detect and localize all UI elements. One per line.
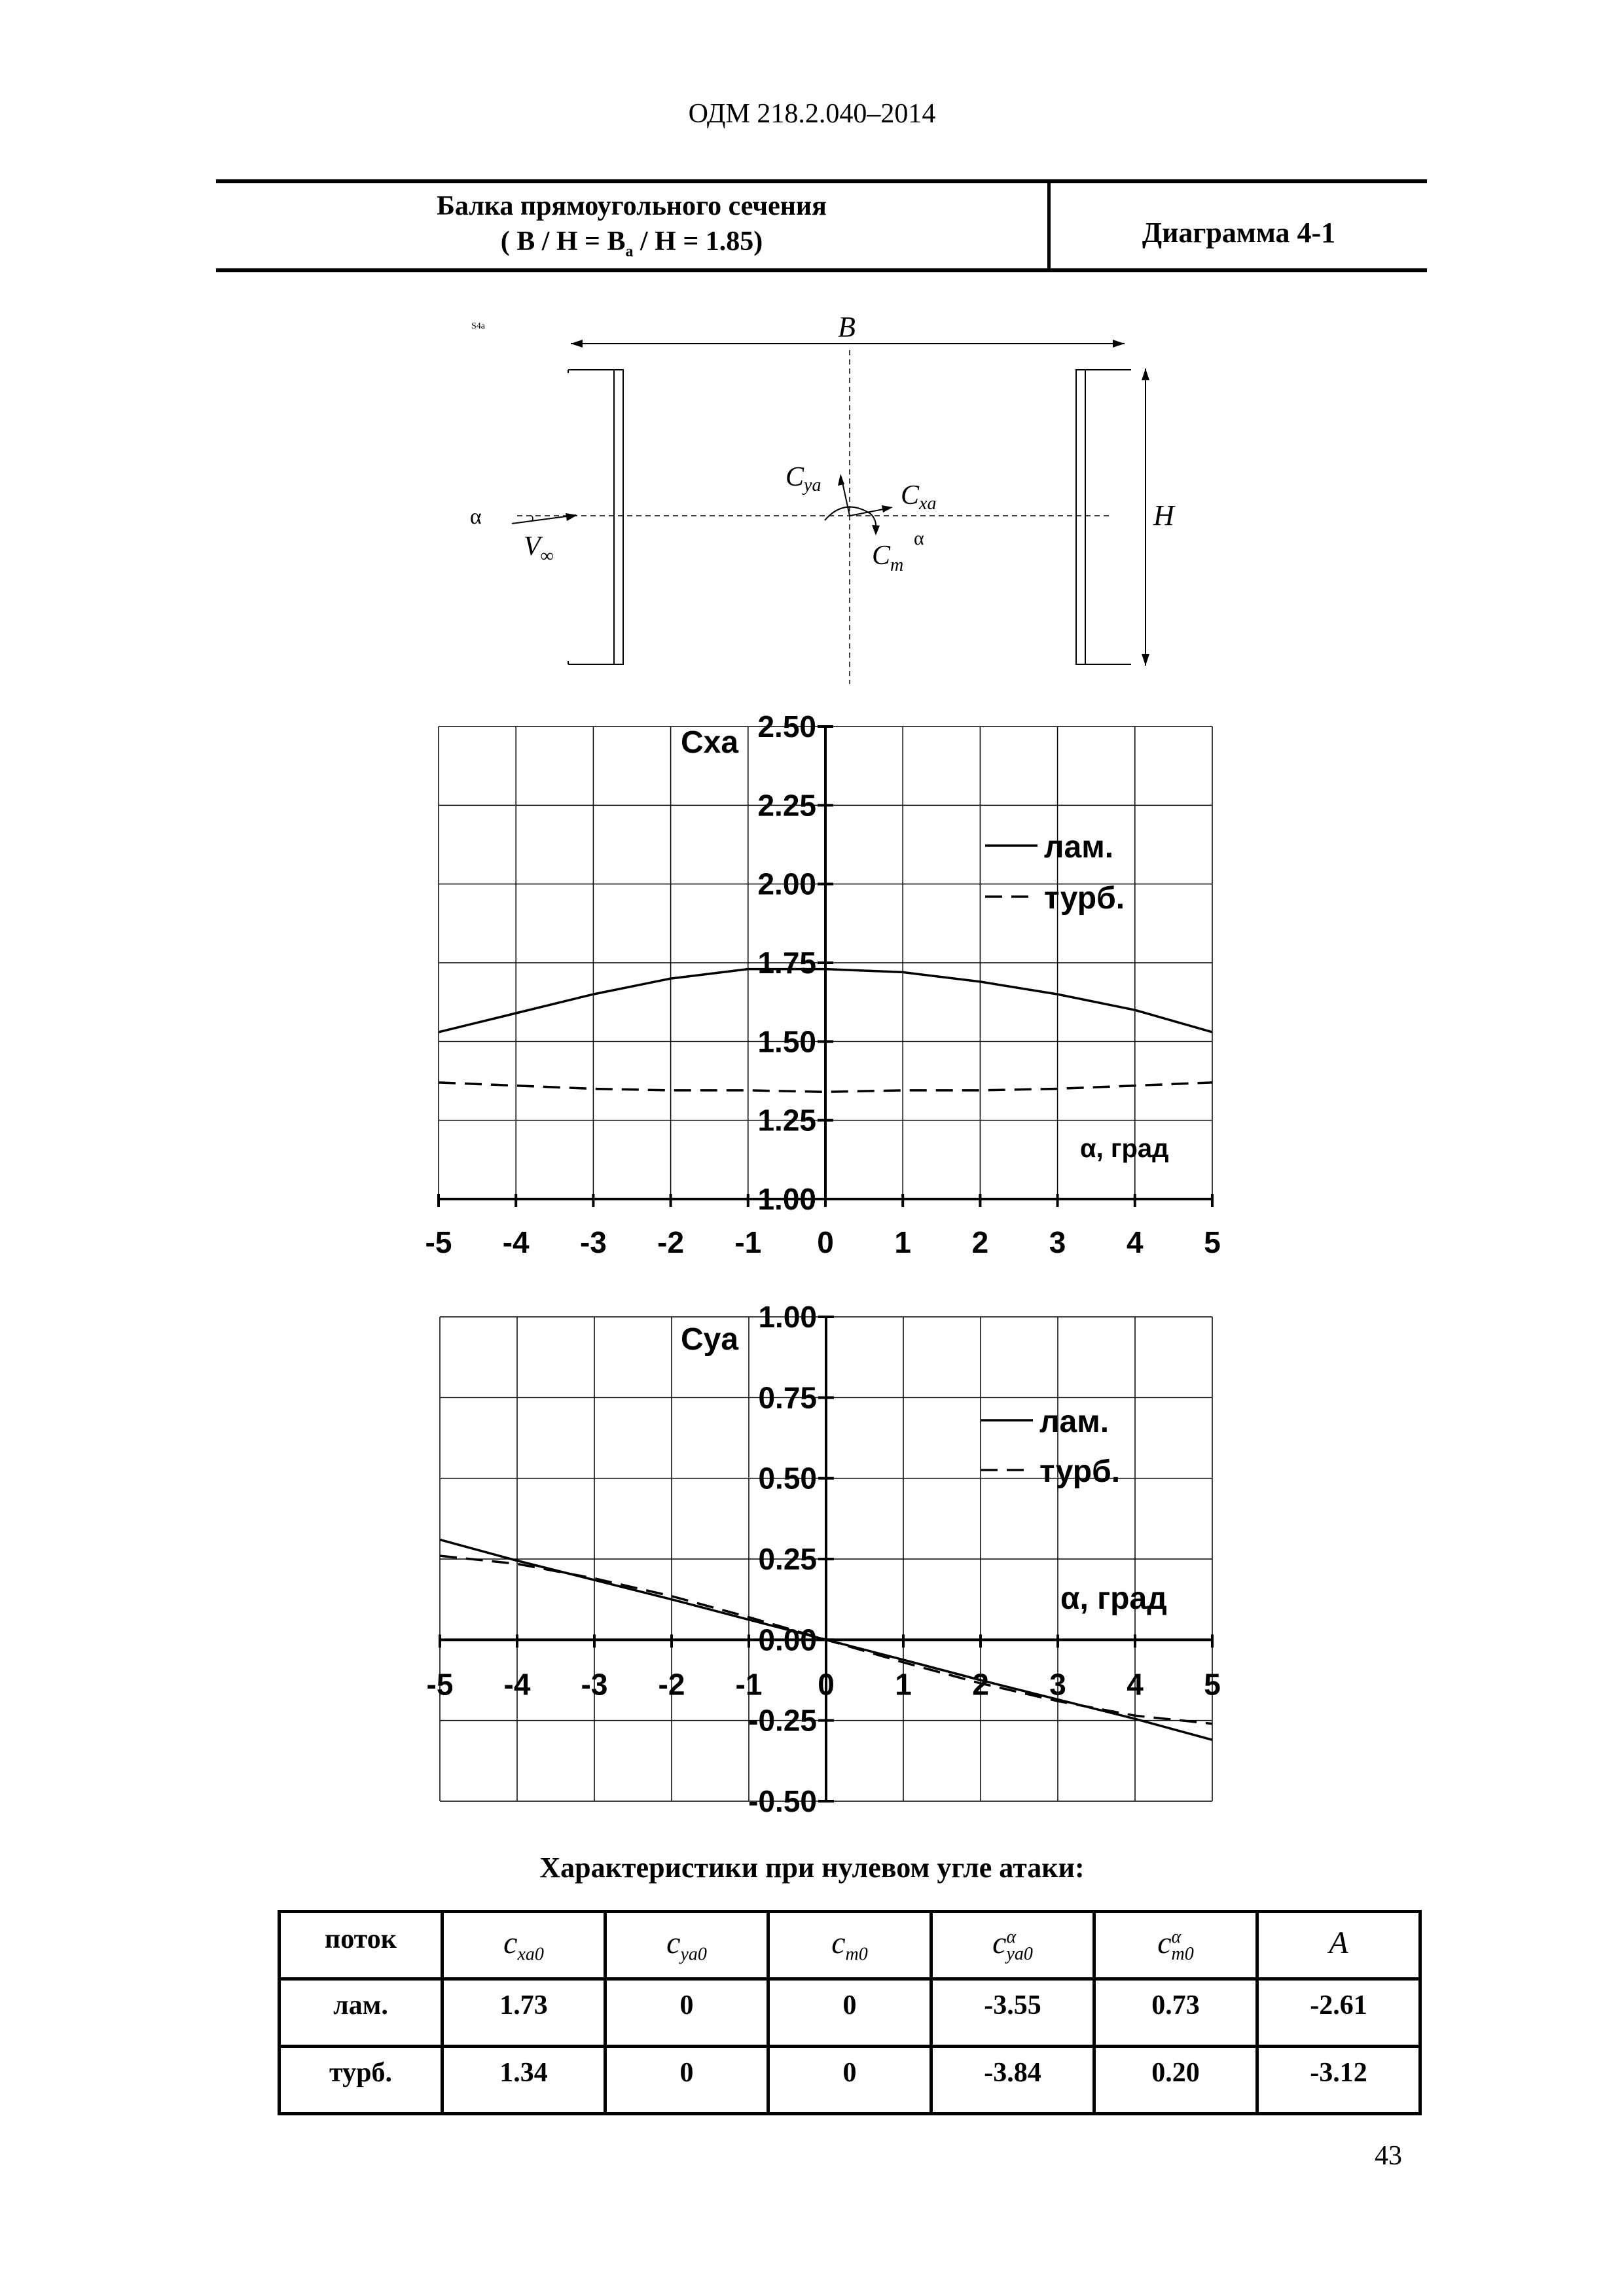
dimension-b-arrow-right [1113, 340, 1125, 348]
header-flow: поток [280, 1912, 442, 1979]
cxa-x-tick-label: -5 [425, 1225, 452, 1259]
header-cya0-alpha: cα ya0 [931, 1912, 1094, 1979]
cell: -3.55 [931, 1979, 1094, 2047]
cm-arc [825, 507, 876, 530]
table-header-row [280, 1912, 1420, 1979]
cya-xlabel: α, град [1060, 1581, 1167, 1616]
cya-x-tick-label: 2 [972, 1667, 989, 1702]
label-cm: $C_m$ [872, 541, 904, 575]
header-title-line2 [216, 224, 1047, 269]
cell: лам. [280, 1979, 442, 2047]
beam-right-flange [1076, 370, 1131, 664]
cxa-chart-labels [425, 709, 1221, 1259]
characteristics-table [278, 1910, 1422, 2115]
cxa-y-tick-label: 2.50 [757, 709, 816, 744]
dimension-b-arrow-left [571, 340, 583, 348]
header-cxa0: $c_{xa0}$ [442, 1912, 605, 1979]
cell: -2.61 [1257, 1979, 1420, 2047]
header-title-line2-post: / H = 1.85) [633, 226, 763, 257]
cell: -3.84 [931, 2047, 1094, 2114]
cya-x-tick-label: 4 [1127, 1667, 1144, 1702]
cya-x-tick-label: -3 [581, 1667, 608, 1702]
cya-y-tick-label: 0.50 [758, 1461, 817, 1496]
cya-legend-lam: лам. [1039, 1405, 1110, 1439]
alpha-arc [532, 516, 533, 522]
label-b: B [838, 311, 856, 343]
cell: 0.73 [1094, 1979, 1257, 2047]
characteristics-title: Характеристики при нулевом угле атаки: [539, 1852, 1085, 1884]
cell: 0 [768, 2047, 931, 2114]
cell: 1.34 [442, 2047, 605, 2114]
cxa-x-tick-label: 5 [1204, 1225, 1221, 1259]
cya-y-tick-label: 0.75 [758, 1380, 817, 1415]
label-cm-sup: α [914, 528, 924, 549]
page-number: 43 [1375, 2141, 1402, 2171]
header-title-line2-sub: а [625, 243, 634, 260]
cya-y-tick-label: -0.50 [748, 1784, 817, 1818]
label-cya: Cya [785, 462, 821, 495]
cya-x-tick-label: 0 [818, 1667, 835, 1702]
cxa-x-tick-label: 3 [1049, 1225, 1066, 1259]
cxa-x-tick-label: 2 [971, 1225, 989, 1259]
cell: 1.73 [442, 1979, 605, 2047]
diagram-label: Диаграмма 4-1 [1142, 217, 1336, 249]
cya-x-tick-label: -4 [503, 1667, 531, 1702]
cell: 0 [605, 2047, 768, 2114]
cya-x-tick-label: 3 [1049, 1667, 1066, 1702]
cxa-y-tick-label: 1.50 [757, 1024, 816, 1059]
cya-x-tick-label: -5 [426, 1667, 454, 1702]
cxa-chart [393, 707, 1244, 1270]
label-h: H [1153, 499, 1174, 531]
cya-y-tick-label: 1.00 [758, 1300, 817, 1334]
schematic-tag: S4a [471, 321, 485, 331]
beam-left-flange [568, 370, 623, 664]
header-title-line2-pre: ( B / H = B [500, 226, 626, 257]
cxa-y-tick-label: 1.75 [757, 946, 816, 980]
dimension-h-arrow-bottom [1142, 654, 1149, 666]
cxa-x-tick-label: -3 [579, 1225, 607, 1259]
cxa-y-tick-label: 2.25 [757, 788, 816, 823]
header-top-rule [216, 179, 1427, 183]
table-row [280, 1979, 1420, 2047]
cya-legend-turb: турб. [1039, 1454, 1121, 1489]
cya-x-tick-label: -1 [735, 1667, 763, 1702]
table-row [280, 2047, 1420, 2114]
cxa-legend-turb: турб. [1044, 881, 1125, 916]
dimension-h-arrow-top [1142, 368, 1149, 380]
cxa-x-tick-label: 0 [817, 1225, 834, 1259]
cya-y-tick-label: -0.25 [748, 1703, 817, 1738]
cell: турб. [280, 2047, 442, 2114]
cya-x-tick-label: 5 [1204, 1667, 1221, 1702]
cxa-x-tick-label: -1 [734, 1225, 762, 1259]
label-v: $V_\infty$ [524, 531, 554, 566]
cxa-y-tick-label: 1.25 [757, 1103, 816, 1138]
beam-schematic [458, 308, 1244, 694]
label-alpha: α [470, 505, 482, 529]
header-a: A [1257, 1912, 1420, 1979]
header-cya0: $c_{ya0}$ [605, 1912, 768, 1979]
cell: 0 [605, 1979, 768, 2047]
cxa-xlabel: α, град [1080, 1134, 1169, 1163]
cxa-x-tick-label: -4 [502, 1225, 530, 1259]
cya-x-tick-label: -2 [658, 1667, 685, 1702]
cya-x-tick-label: 1 [895, 1667, 912, 1702]
cxa-x-tick-label: 4 [1127, 1225, 1144, 1259]
cxa-ylabel: Cxa [681, 725, 739, 760]
cxa-x-tick-label: -2 [657, 1225, 685, 1259]
document-code: ОДМ 218.2.040–2014 [688, 99, 936, 129]
header-cm0: $c_{m0}$ [768, 1912, 931, 1979]
cya-y-tick-label: 0.25 [758, 1542, 817, 1576]
cya-ylabel: Cya [681, 1322, 739, 1357]
cell: -3.12 [1257, 2047, 1420, 2114]
header-title-line1: Балка прямоугольного сечения [437, 191, 827, 221]
cell: 0.20 [1094, 2047, 1257, 2114]
cxa-y-tick-label: 2.00 [757, 867, 816, 901]
cell: 0 [768, 1979, 931, 2047]
label-cxa: Cxa [901, 480, 937, 514]
cya-chart [393, 1296, 1244, 1833]
cxa-x-tick-label: 1 [894, 1225, 911, 1259]
header-table [216, 179, 1427, 272]
cxa-y-tick-label: 1.00 [757, 1182, 816, 1216]
header-cm0-alpha: cα m0 [1094, 1912, 1257, 1979]
cya-y-tick-label: 0.00 [758, 1623, 817, 1657]
cxa-legend-lam: лам. [1044, 830, 1114, 865]
